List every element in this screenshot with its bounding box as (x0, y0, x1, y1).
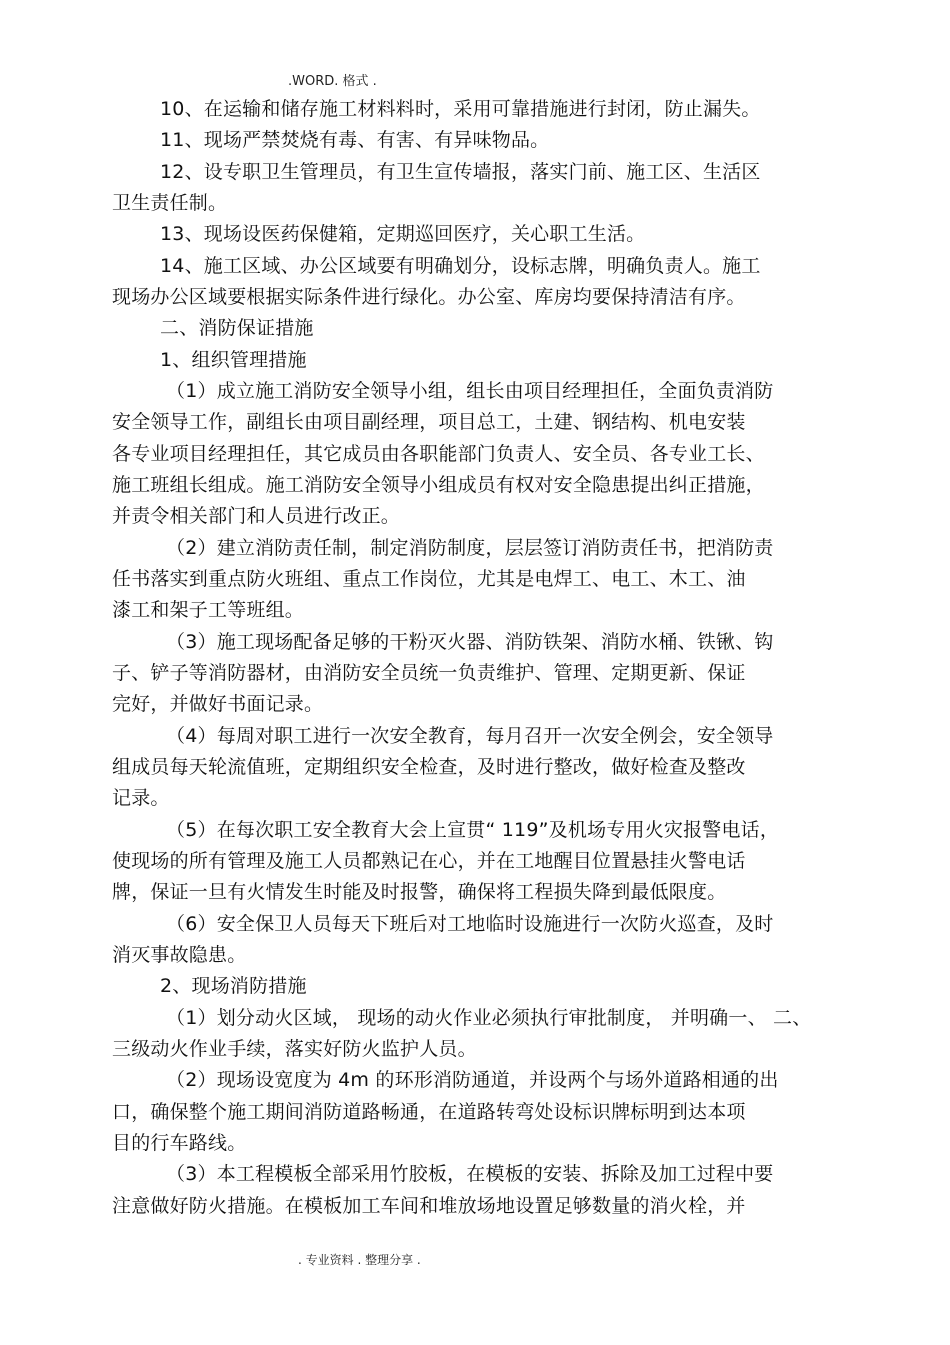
paragraph-line: （2）现场设宽度为 4m 的环形消防通道，并设两个与场外道路相通的出 (166, 1069, 779, 1091)
paragraph-line: 消灭事故隐患。 (112, 944, 247, 966)
paragraph-line: 完好，并做好书面记录。 (112, 693, 324, 715)
paragraph-line: 安全领导工作，副组长由项目副经理，项目总工，土建、钢结构、机电安装 (112, 411, 746, 433)
paragraph-line: （1）成立施工消防安全领导小组，组长由项目经理担任，全面负责消防 (166, 380, 774, 402)
page-header: .WORD. 格式 . (288, 74, 377, 89)
paragraph-line: 子、铲子等消防器材，由消防安全员统一负责维护、管理、定期更新、保证 (112, 662, 746, 684)
paragraph-line: （2）建立消防责任制，制定消防制度，层层签订消防责任书，把消防责 (166, 537, 774, 559)
paragraph-line: 目的行车路线。 (112, 1132, 247, 1154)
paragraph-line: 12、设专职卫生管理员，有卫生宣传墙报，落实门前、施工区、生活区 (160, 161, 761, 183)
paragraph-line: 并责令相关部门和人员进行改正。 (112, 505, 401, 527)
subsection-heading: 2、现场消防措施 (160, 975, 307, 997)
paragraph-line: 各专业项目经理担任，其它成员由各职能部门负责人、安全员、各专业工长、 (112, 443, 765, 465)
paragraph-line: （5）在每次职工安全教育大会上宣贯“ 119”及机场专用火灾报警电话， (166, 819, 780, 841)
paragraph-line: 注意做好防火措施。在模板加工车间和堆放场地设置足够数量的消火栓，并 (112, 1195, 746, 1217)
paragraph-line: 口，确保整个施工期间消防道路畅通，在道路转弯处设标识牌标明到达本项 (112, 1101, 746, 1123)
paragraph-line: （3）施工现场配备足够的干粉灭火器、消防铁架、消防水桶、铁锹、钩 (166, 631, 774, 653)
paragraph-line: 施工班组长组成。施工消防安全领导小组成员有权对安全隐患提出纠正措施， (112, 474, 765, 496)
paragraph-line: 10、在运输和储存施工材料料时，采用可靠措施进行封闭，防止漏失。 (160, 98, 761, 120)
paragraph-line: 三级动火作业手续，落实好防火监护人员。 (112, 1038, 477, 1060)
paragraph-line: （3）本工程模板全部采用竹胶板，在模板的安装、拆除及加工过程中要 (166, 1163, 774, 1185)
paragraph-line: 漆工和架子工等班组。 (112, 599, 305, 621)
paragraph-line: 卫生责任制。 (112, 192, 228, 214)
subsection-heading: 1、组织管理措施 (160, 349, 307, 371)
section-heading: 二、消防保证措施 (160, 317, 314, 339)
paragraph-line: 组成员每天轮流值班，定期组织安全检查，及时进行整改，做好检查及整改 (112, 756, 746, 778)
paragraph-line: 14、施工区域、办公区域要有明确划分，设标志牌，明确负责人。施工 (160, 255, 761, 277)
paragraph-line: 使现场的所有管理及施工人员都熟记在心，并在工地醒目位置悬挂火警电话 (112, 850, 746, 872)
paragraph-line: 牌，保证一旦有火情发生时能及时报警，确保将工程损失降到最低限度。 (112, 881, 727, 903)
paragraph-line: 13、现场设医药保健箱，定期巡回医疗，关心职工生活。 (160, 223, 646, 245)
paragraph-line: （4）每周对职工进行一次安全教育，每月召开一次安全例会，安全领导 (166, 725, 774, 747)
page-footer: . 专业资料 . 整理分享 . (298, 1253, 421, 1267)
paragraph-line: （6）安全保卫人员每天下班后对工地临时设施进行一次防火巡查，及时 (166, 913, 774, 935)
paragraph-line: （1）划分动火区域， 现场的动火作业必须执行审批制度， 并明确一、 二、 (166, 1007, 812, 1029)
paragraph-line: 11、现场严禁焚烧有毒、有害、有异味物品。 (160, 129, 550, 151)
paragraph-line: 任书落实到重点防火班组、重点工作岗位，尤其是电焊工、电工、木工、油 (112, 568, 746, 590)
paragraph-line: 记录。 (112, 787, 170, 809)
paragraph-line: 现场办公区域要根据实际条件进行绿化。办公室、库房均要保持清洁有序。 (112, 286, 746, 308)
